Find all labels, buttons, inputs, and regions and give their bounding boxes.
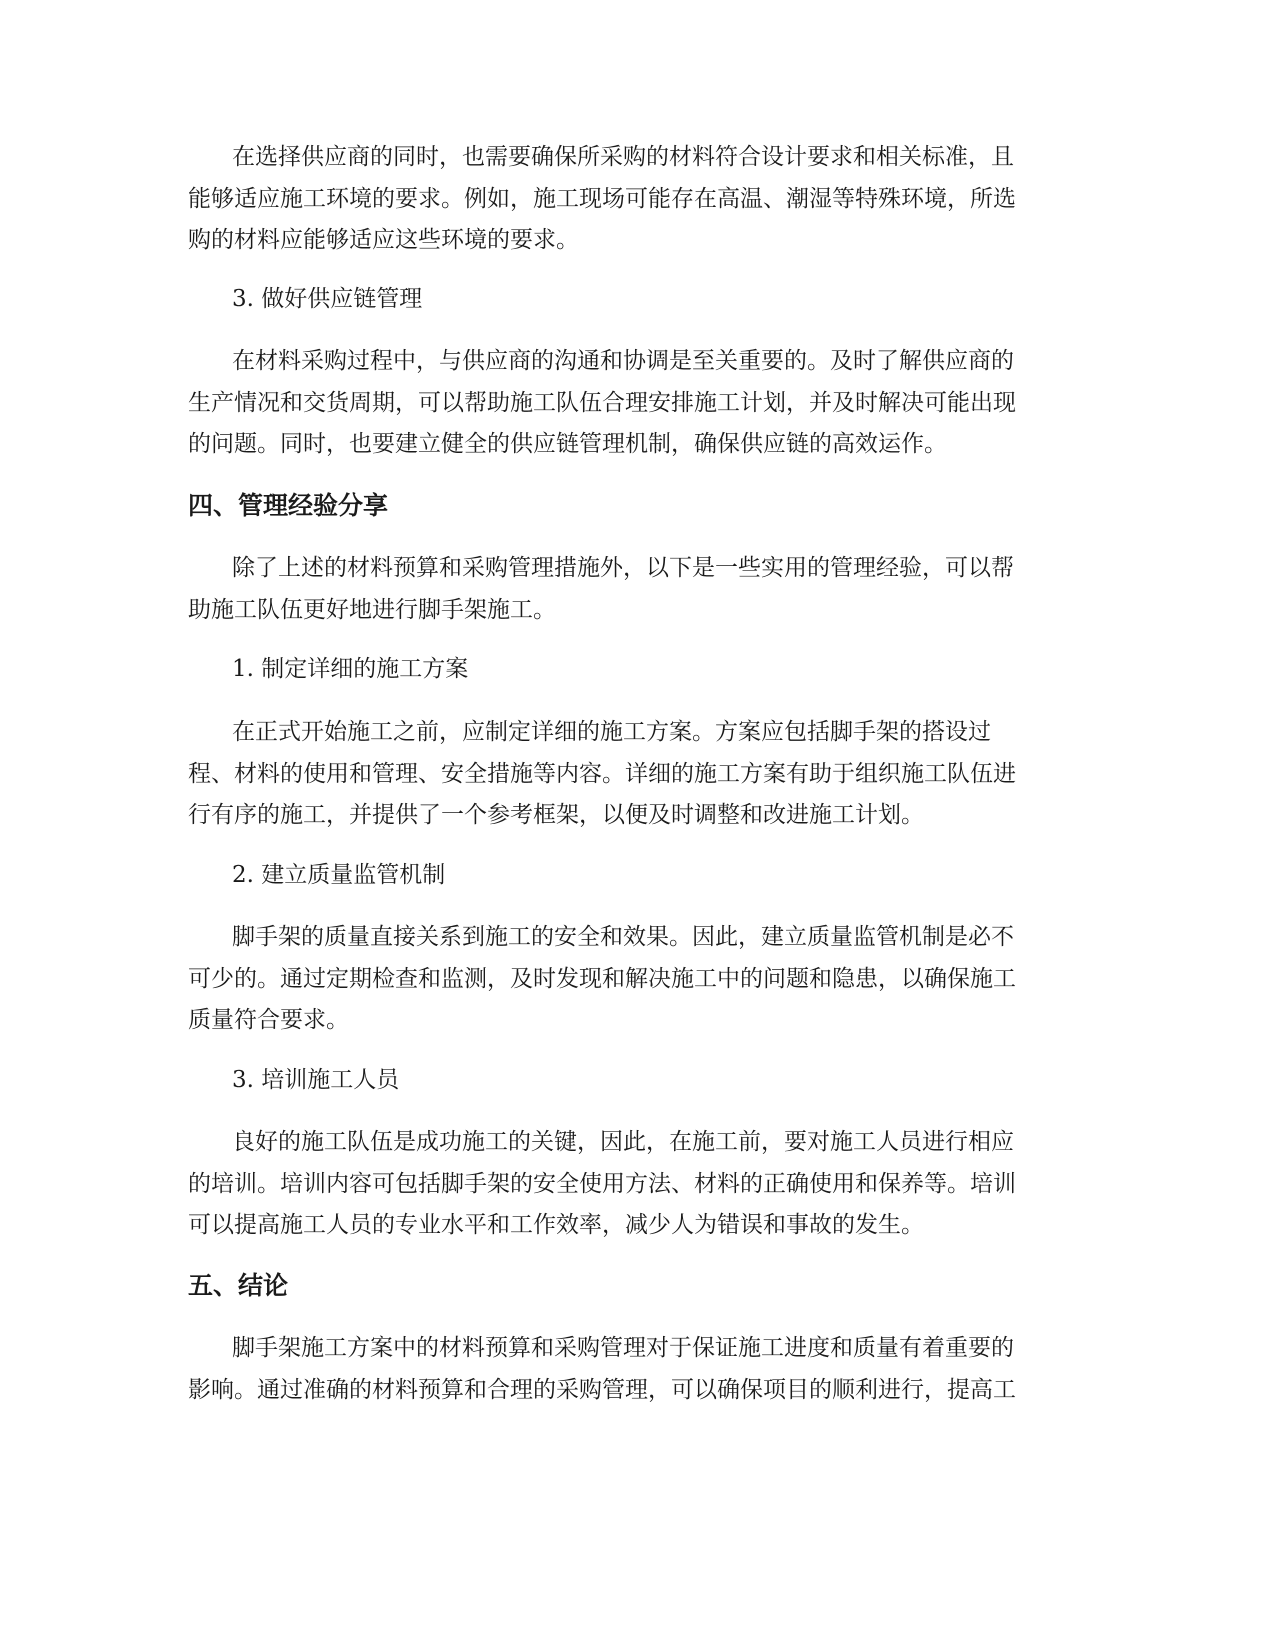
list-item-training: 3. 培训施工人员	[232, 1067, 400, 1093]
list-item-supply-chain: 3. 做好供应链管理	[232, 286, 423, 312]
paragraph-line: 生产情况和交货周期，可以帮助施工队伍合理安排施工计划，并及时解决可能出现	[188, 389, 1016, 416]
section-heading-management: 四、管理经验分享	[188, 491, 389, 520]
paragraph-line: 良好的施工队伍是成功施工的关键，因此，在施工前，要对施工人员进行相应	[232, 1129, 1014, 1155]
paragraph-line: 可以提高施工人员的专业水平和工作效率，减少人为错误和事故的发生。	[188, 1212, 924, 1238]
paragraph-management-intro	[188, 548, 1088, 631]
paragraph-line: 可少的。通过定期检查和监测，及时发现和解决施工中的问题和隐患，以确保施工	[188, 965, 1016, 992]
paragraph-supplier-material	[188, 137, 1088, 262]
paragraph-line: 行有序的施工，并提供了一个参考框架，以便及时调整和改进施工计划。	[188, 802, 924, 828]
paragraph-line: 程、材料的使用和管理、安全措施等内容。详细的施工方案有助于组织施工队伍进	[188, 760, 1016, 787]
list-item-quality-supervision: 2. 建立质量监管机制	[232, 862, 446, 888]
paragraph-line: 在材料采购过程中，与供应商的沟通和协调是至关重要的。及时了解供应商的	[232, 348, 1014, 374]
paragraph-training	[188, 1122, 1088, 1247]
paragraph-conclusion	[188, 1328, 1088, 1411]
paragraph-line: 的培训。培训内容可包括脚手架的安全使用方法、材料的正确使用和保养等。培训	[188, 1170, 1016, 1197]
list-item-construction-plan: 1. 制定详细的施工方案	[232, 656, 469, 682]
paragraph-line: 在选择供应商的同时，也需要确保所采购的材料符合设计要求和相关标准，且	[232, 144, 1014, 170]
paragraph-quality-supervision	[188, 917, 1088, 1042]
paragraph-line: 购的材料应能够适应这些环境的要求。	[188, 227, 579, 253]
paragraph-line: 除了上述的材料预算和采购管理措施外，以下是一些实用的管理经验，可以帮	[232, 555, 1014, 581]
paragraph-supply-chain	[188, 341, 1088, 466]
paragraph-line: 质量符合要求。	[188, 1007, 349, 1033]
section-heading-conclusion: 五、结论	[188, 1271, 289, 1300]
paragraph-line: 在正式开始施工之前，应制定详细的施工方案。方案应包括脚手架的搭设过	[232, 719, 991, 745]
paragraph-line: 的问题。同时，也要建立健全的供应链管理机制，确保供应链的高效运作。	[188, 431, 947, 457]
paragraph-construction-plan	[188, 712, 1088, 837]
paragraph-line: 影响。通过准确的材料预算和合理的采购管理，可以确保项目的顺利进行，提高工	[188, 1376, 1016, 1403]
paragraph-line: 能够适应施工环境的要求。例如，施工现场可能存在高温、潮湿等特殊环境，所选	[188, 185, 1016, 212]
paragraph-line: 脚手架的质量直接关系到施工的安全和效果。因此，建立质量监管机制是必不	[232, 924, 1014, 950]
paragraph-line: 脚手架施工方案中的材料预算和采购管理对于保证施工进度和质量有着重要的	[232, 1335, 1014, 1361]
paragraph-line: 助施工队伍更好地进行脚手架施工。	[188, 596, 556, 623]
